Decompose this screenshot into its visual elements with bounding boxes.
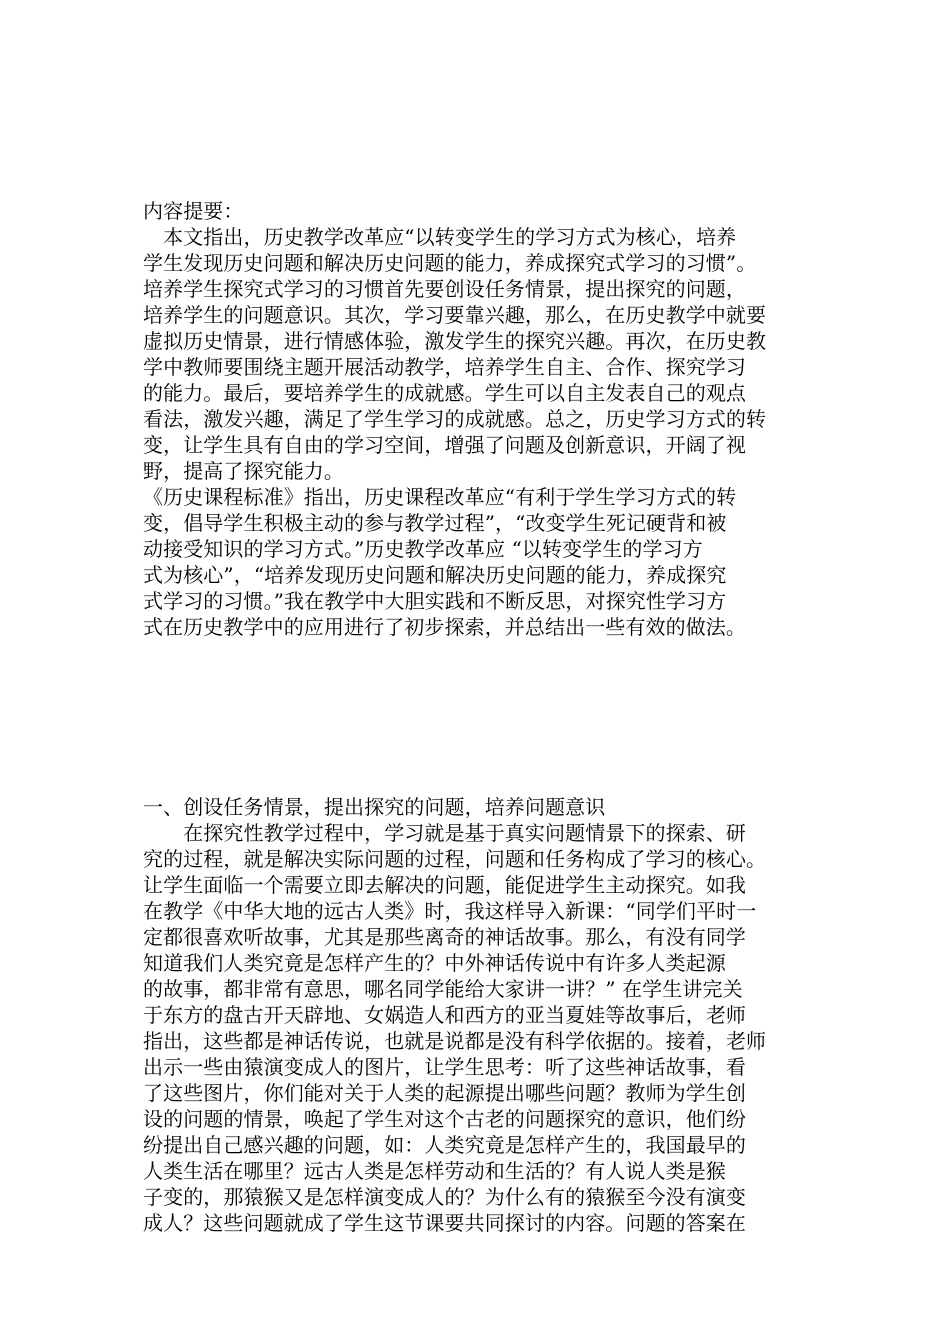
abstract-line: 学生发现历史问题和解决历史问题的能力，养成探究式学习的习惯”。 — [143, 251, 757, 275]
abstract-line: 的能力。最后，要培养学生的成就感。学生可以自主发表自己的观点 — [143, 381, 746, 405]
body-line: 知道我们人类究竟是怎样产生的？中外神话传说中有许多人类起源 — [143, 951, 726, 975]
intro-line: 《历史课程标准》指出，历史课程改革应“有利于学生学习方式的转 — [143, 485, 737, 509]
body-line: 了这些图片，你们能对关于人类的起源提出哪些问题？教师为学生创 — [143, 1081, 746, 1105]
section-heading: 一、创设任务情景，提出探究的问题，培养问题意识 — [143, 795, 606, 819]
body-line: 定都很喜欢听故事，尤其是那些离奇的神话故事。那么，有没有同学 — [143, 925, 746, 949]
abstract-line: 培养学生探究式学习的习惯首先要创设任务情景，提出探究的问题， — [143, 277, 746, 301]
body-line: 成人？这些问题就成了学生这节课要共同探讨的内容。问题的答案在 — [143, 1211, 746, 1235]
body-line: 于东方的盘古开天辟地、女娲造人和西方的亚当夏娃等故事后，老师 — [143, 1003, 746, 1027]
body-line: 究的过程，就是解决实际问题的过程，问题和任务构成了学习的核心。 — [143, 847, 767, 871]
body-line: 在教学《中华大地的远古人类》时，我这样导入新课：“同学们平时一 — [143, 899, 757, 923]
abstract-line: 野，提高了探究能力。 — [143, 459, 344, 483]
section-one — [143, 794, 823, 1236]
body-line: 出示一些由猿演变成人的图片，让学生思考：听了这些神话故事，看 — [143, 1055, 746, 1079]
intro-line: 式在历史教学中的应用进行了初步探索，并总结出一些有效的做法。 — [143, 615, 746, 639]
intro-line: 变，倡导学生积极主动的参与教学过程”，“改变学生死记硬背和被 — [143, 511, 727, 535]
body-line: 在探究性教学过程中，学习就是基于真实问题情景下的探索、研 — [143, 821, 746, 845]
intro-line: 式学习的习惯。”我在教学中大胆实践和不断反思，对探究性学习方 — [143, 589, 727, 613]
abstract-heading: 内容提要： — [143, 199, 244, 223]
body-line: 纷提出自己感兴趣的问题，如：人类究竟是怎样产生的，我国最早的 — [143, 1133, 746, 1157]
body-line: 指出，这些都是神话传说，也就是说都是没有科学依据的。接着，老师 — [143, 1029, 767, 1053]
body-line: 子变的，那猿猴又是怎样演变成人的？为什么有的猿猴至今没有演变 — [143, 1185, 746, 1209]
abstract-line: 学中教师要围绕主题开展活动教学，培养学生自主、合作、探究学习 — [143, 355, 746, 379]
body-line: 设的问题的情景，唤起了学生对这个古老的问题探究的意识，他们纷 — [143, 1107, 746, 1131]
abstract-line: 培养学生的问题意识。其次，学习要靠兴趣，那么，在历史教学中就要 — [143, 303, 767, 327]
abstract-line: 虚拟历史情景，进行情感体验，激发学生的探究兴趣。再次，在历史教 — [143, 329, 767, 353]
body-line: 的故事，都非常有意思，哪名同学能给大家讲一讲？” 在学生讲完关 — [143, 977, 743, 1001]
intro-line: 动接受知识的学习方式。”历史教学改革应 “以转变学生的学习方 — [143, 537, 703, 561]
abstract-line: 看法，激发兴趣，满足了学生学习的成就感。总之，历史学习方式的转 — [143, 407, 767, 431]
abstract-line: 本文指出，历史教学改革应“以转变学生的学习方式为核心，培养 — [143, 225, 737, 249]
abstract-line: 变，让学生具有自由的学习空间，增强了问题及创新意识，开阔了视 — [143, 433, 746, 457]
abstract-section — [143, 198, 823, 640]
body-line: 让学生面临一个需要立即去解决的问题，能促进学生主动探究。如我 — [143, 873, 746, 897]
intro-line: 式为核心”，“培养发现历史问题和解决历史问题的能力，养成探究 — [143, 563, 727, 587]
body-line: 人类生活在哪里？远古人类是怎样劳动和生活的？有人说人类是猴 — [143, 1159, 726, 1183]
